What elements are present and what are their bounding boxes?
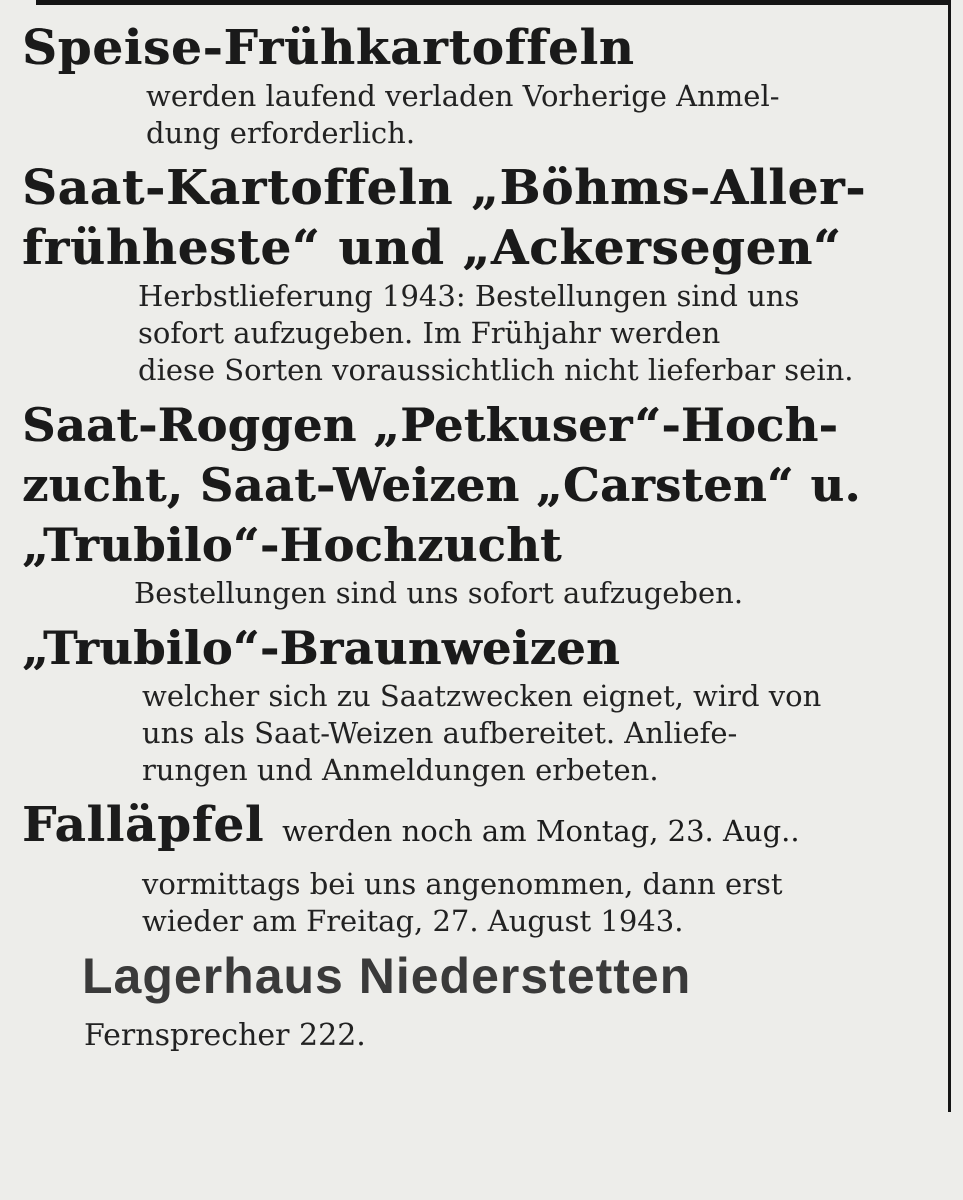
- text-line: werden noch am Montag, 23. Aug..: [282, 814, 800, 848]
- heading-saat-kartoffeln-line-2: frühheste“ und „Ackersegen“: [22, 220, 842, 276]
- text-line: dung erforderlich.: [146, 116, 416, 150]
- text-line: rungen und Anmeldungen erbeten.: [142, 753, 659, 787]
- heading-saat-kartoffeln-line-1: Saat-Kartoffeln „Böhms-Aller-: [22, 160, 867, 216]
- text-line: diese Sorten voraussichtlich nicht lieferbar sein.: [138, 353, 854, 387]
- section-speise-fruehkartoffeln: [22, 18, 940, 152]
- section-saat-kartoffeln: [22, 158, 940, 389]
- text-line: wieder am Freitag, 27. August 1943.: [142, 904, 684, 938]
- section-saat-roggen: [22, 395, 940, 612]
- advertisement: [22, 18, 940, 1056]
- heading-speise-fruehkartoffeln: Speise-Frühkartoffeln: [22, 20, 635, 76]
- section-trubilo-braunweizen: [22, 618, 940, 789]
- text-line: sofort aufzugeben. Im Frühjahr werden: [138, 316, 721, 350]
- text-line: uns als Saat-Weizen aufbereitet. Anliefe-: [142, 716, 738, 750]
- text-line: vormittags bei uns angenommen, dann erst: [142, 867, 783, 901]
- section-fallaepfel: [22, 795, 940, 940]
- top-border-rule: [36, 0, 948, 5]
- heading-fallaepfel: Falläpfel: [22, 797, 265, 853]
- heading-saat-roggen-line-1: Saat-Roggen „Petkuser“-Hoch-: [22, 398, 839, 452]
- text-line: Bestellungen sind uns sofort aufzugeben.: [134, 576, 744, 610]
- right-border-rule: [948, 0, 951, 1112]
- phone-number: Fernsprecher 222.: [84, 1018, 366, 1053]
- signature-company: Lagerhaus Niederstetten: [82, 948, 692, 1004]
- heading-saat-roggen-line-3: „Trubilo“-Hochzucht: [22, 518, 562, 572]
- heading-saat-roggen-line-2: zucht, Saat-Weizen „Carsten“ u.: [22, 458, 861, 512]
- text-line: Herbstlieferung 1943: Bestellungen sind uns: [138, 279, 800, 313]
- text-line: werden laufend verladen Vorherige Anmel-: [146, 79, 780, 113]
- heading-trubilo-braunweizen: „Trubilo“-Braunweizen: [22, 621, 620, 675]
- text-line: welcher sich zu Saatzwecken eignet, wird von: [142, 679, 822, 713]
